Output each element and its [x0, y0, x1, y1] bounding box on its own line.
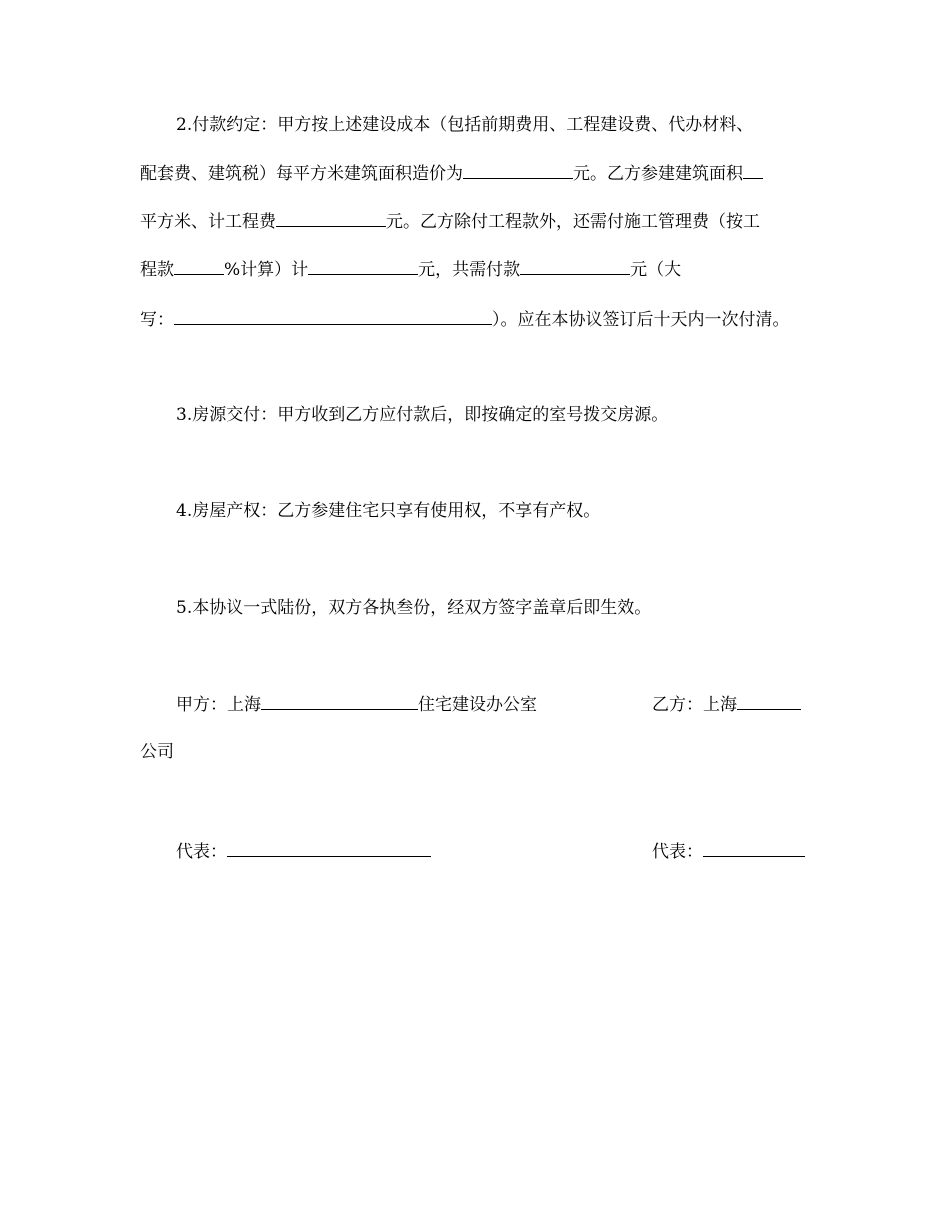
rep-a-label: 代表： — [176, 842, 227, 862]
party-a-suffix: 住宅建设办公室 — [418, 695, 537, 715]
party-a-name-blank[interactable] — [261, 691, 418, 710]
area-blank[interactable] — [743, 160, 763, 179]
item2-line3 — [140, 208, 760, 235]
party-a-line — [176, 691, 537, 718]
party-b-prefix: 乙方：上海 — [652, 695, 737, 715]
management-fee-blank[interactable] — [308, 256, 418, 275]
item2-text-4c: 元，共需付款 — [418, 260, 521, 280]
item2-text-2b: 元。乙方参建建筑面积 — [573, 164, 743, 184]
rep-a-line — [176, 838, 431, 865]
party-b-name-blank[interactable] — [737, 691, 801, 710]
item4-paragraph — [176, 498, 600, 524]
item2-text-4b: %计算）计 — [224, 260, 309, 280]
percent-blank[interactable] — [174, 256, 224, 275]
amount-in-words-blank[interactable] — [174, 306, 492, 325]
unit-price-blank[interactable] — [463, 160, 573, 179]
item3-text: 3.房源交付：甲方收到乙方应付款后，即按确定的室号拨交房源。 — [176, 405, 669, 425]
total-payment-blank[interactable] — [520, 256, 630, 275]
engineering-fee-blank[interactable] — [276, 208, 386, 227]
item5-paragraph — [176, 595, 651, 621]
item2-text-5b: ）。应在本协议签订后十天内一次付清。 — [492, 310, 790, 330]
item3-paragraph — [176, 402, 668, 428]
item2-text-4d: 元（大 — [630, 260, 682, 280]
item2-text-1: 2.付款约定：甲方按上述建设成本（包括前期费用、工程建设费、代办材料、 — [176, 115, 754, 135]
item5-text: 5.本协议一式陆份，双方各执叁份，经双方签字盖章后即生效。 — [176, 598, 652, 618]
party-b-line — [652, 691, 801, 718]
item2-text-3a: 平方米、计工程费 — [140, 212, 276, 232]
item2-line5 — [140, 306, 790, 333]
party-b-suffix-line — [140, 739, 174, 765]
item2-text-5a: 写： — [140, 310, 174, 330]
rep-a-signature-blank[interactable] — [227, 838, 431, 857]
rep-b-signature-blank[interactable] — [703, 838, 805, 857]
rep-b-line — [652, 838, 805, 865]
party-a-prefix: 甲方：上海 — [176, 695, 261, 715]
item2-line1 — [176, 112, 753, 138]
item4-text: 4.房屋产权：乙方参建住宅只享有使用权，不享有产权。 — [176, 501, 601, 521]
item2-line4 — [140, 256, 681, 283]
party-b-suffix: 公司 — [140, 742, 174, 762]
item2-text-2a: 配套费、建筑税）每平方米建筑面积造价为 — [140, 164, 463, 184]
item2-text-3b: 元。乙方除付工程款外，还需付施工管理费（按工 — [386, 212, 760, 232]
item2-text-4a: 程款 — [140, 260, 174, 280]
rep-b-label: 代表： — [652, 842, 703, 862]
item2-line2 — [140, 160, 763, 187]
